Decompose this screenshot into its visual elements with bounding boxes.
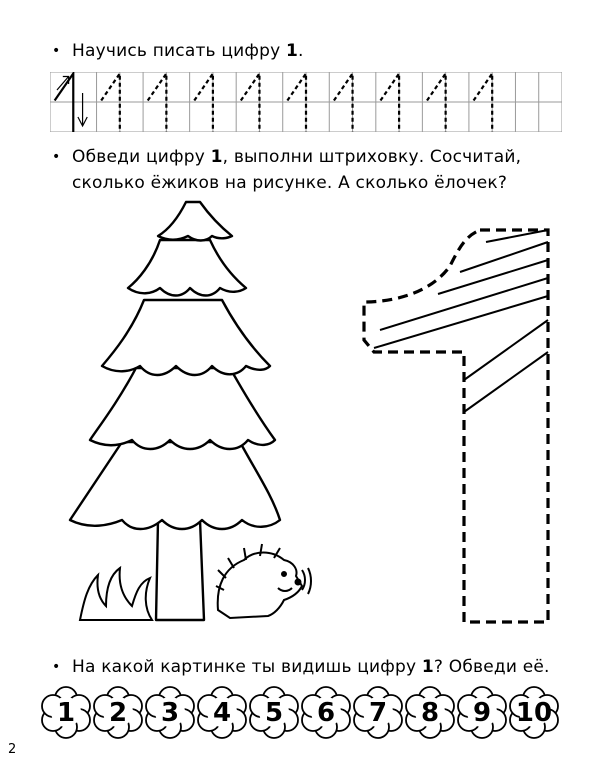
number-flower-4[interactable] bbox=[198, 687, 246, 738]
task-2-text-a: Обведи цифру bbox=[72, 147, 205, 167]
page-number: 2 bbox=[8, 742, 17, 757]
hatching-lines bbox=[374, 230, 548, 412]
bullet: • bbox=[52, 43, 61, 59]
task-3-digit: 1 bbox=[421, 657, 434, 677]
flower-number: 7 bbox=[368, 698, 388, 728]
hedgehog-icon bbox=[216, 544, 311, 618]
flower-number: 8 bbox=[420, 698, 440, 728]
bullet: • bbox=[52, 149, 61, 165]
trace-digit-one bbox=[287, 74, 306, 133]
flower-number: 1 bbox=[56, 698, 76, 728]
writing-practice-grid[interactable] bbox=[50, 72, 562, 132]
trace-digit-one bbox=[148, 74, 167, 133]
trace-digit-one bbox=[474, 74, 493, 133]
flower-number: 4 bbox=[212, 698, 232, 728]
trace-digit-one bbox=[101, 74, 120, 133]
task-2-digit: 1 bbox=[210, 147, 223, 167]
trace-digit-one bbox=[334, 74, 353, 133]
number-flower-1[interactable] bbox=[42, 687, 90, 738]
flower-number: 3 bbox=[160, 698, 180, 728]
trace-digit-one bbox=[380, 74, 399, 133]
grass-icon bbox=[80, 568, 152, 620]
task-2-line-2: сколько ёжиков на рисунке. А сколько ёлочек? bbox=[72, 173, 508, 193]
number-flower-8[interactable] bbox=[406, 687, 454, 738]
trace-digit-one bbox=[427, 74, 446, 133]
flower-number: 10 bbox=[515, 698, 553, 728]
task-1-end: . bbox=[298, 41, 304, 61]
task-2-line-1 bbox=[72, 144, 521, 170]
number-flower-9[interactable] bbox=[458, 687, 506, 738]
number-flower-3[interactable] bbox=[146, 687, 194, 738]
task-1-text: Научись писать цифру bbox=[72, 41, 281, 61]
scene-illustration bbox=[40, 190, 560, 640]
number-flower-10[interactable] bbox=[510, 687, 558, 738]
task-3-text-b: ? Обведи её. bbox=[433, 657, 550, 677]
number-flower-6[interactable] bbox=[302, 687, 350, 738]
task-3-text-a: На какой картинке ты видишь цифру bbox=[72, 657, 417, 677]
flower-number: 6 bbox=[316, 698, 336, 728]
task-3 bbox=[52, 654, 550, 680]
trace-digit-one bbox=[194, 74, 213, 133]
task-1-digit: 1 bbox=[286, 41, 299, 61]
model-digit-one bbox=[55, 74, 88, 133]
number-flower-5[interactable] bbox=[250, 687, 298, 738]
number-flowers-row bbox=[40, 682, 560, 742]
big-digit-one-outline[interactable] bbox=[364, 230, 548, 622]
number-flower-2[interactable] bbox=[94, 687, 142, 738]
task-2 bbox=[52, 144, 522, 196]
flower-number: 5 bbox=[264, 698, 284, 728]
bullet: • bbox=[52, 659, 61, 675]
task-2-text-b: , выполни штриховку. Сосчитай, bbox=[222, 147, 522, 167]
flower-number: 2 bbox=[108, 698, 128, 728]
number-flower-7[interactable] bbox=[354, 687, 402, 738]
task-1 bbox=[52, 38, 304, 64]
trace-digit-one bbox=[241, 74, 260, 133]
flower-number: 9 bbox=[472, 698, 492, 728]
